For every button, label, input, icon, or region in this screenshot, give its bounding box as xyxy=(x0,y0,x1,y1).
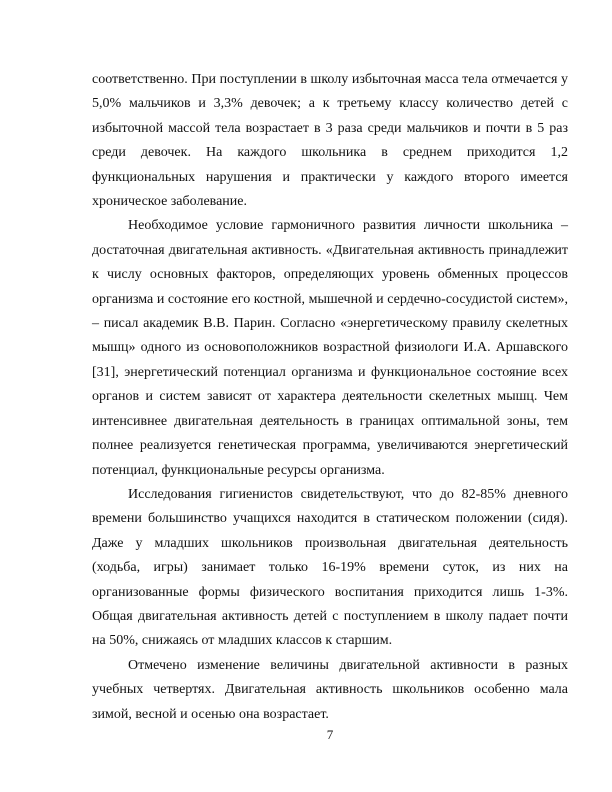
document-body xyxy=(92,68,568,727)
paragraph-motor-activity: Необходимое условие гармоничного развития личности школьника – достаточная двигательная активность. «Двигательная активность принадлежит к числу основных факторов, определяющих уровень обменных процессов организма и состояние его костной, мышечной и сердечно-сосудистой систем», – писал академик В.В. Парин. Согласно «энергетическому правилу скелетных мышц» одного из основоположников возрастной физиологи И.А. Аршавского [31], энергетический потенциал организма и функциональное состояние всех органов и систем зависят от характера деятельности скелетных мышц. Чем интенсивнее двигательная деятельность в границах оптимальной зоны, тем полнее реализуется генетическая программа, увеличиваются энергетический потенциал, функциональные ресурсы организма. xyxy=(92,218,568,478)
paragraph-continuation: соответственно. При поступлении в школу избыточная масса тела отмечается у 5,0% мальчиков и 3,3% девочек; а к третьему классу количество детей с избыточной массой тела возрастает в 3 раза среди мальчиков и почти в 5 раз среди девочек. На каждого школьника в среднем приходится 1,2 функциональных нарушения и практически у каждого второго имеется хроническое заболевание. xyxy=(92,72,568,210)
page-number: 7 xyxy=(326,727,334,742)
paragraph-seasonal-change: Отмечено изменение величины двигательной активности в разных учебных четвертях. Двигательная активность школьников особенно мала зимой, весной и осенью она возрастает. xyxy=(92,657,568,722)
paragraph-hygienist-research: Исследования гигиенистов свидетельствуют, что до 82-85% дневного времени большинство учащихся находится в статическом положении (сидя). Даже у младших школьников произвольная двигательная деятельность (ходьба, игры) занимает только 16-19% времени суток, из них на организованные формы физического воспитания приходится лишь 1-3%. Общая двигательная активность детей с поступлением в школу падает почти на 50%, снижаясь от младших классов к старшим. xyxy=(92,486,568,649)
